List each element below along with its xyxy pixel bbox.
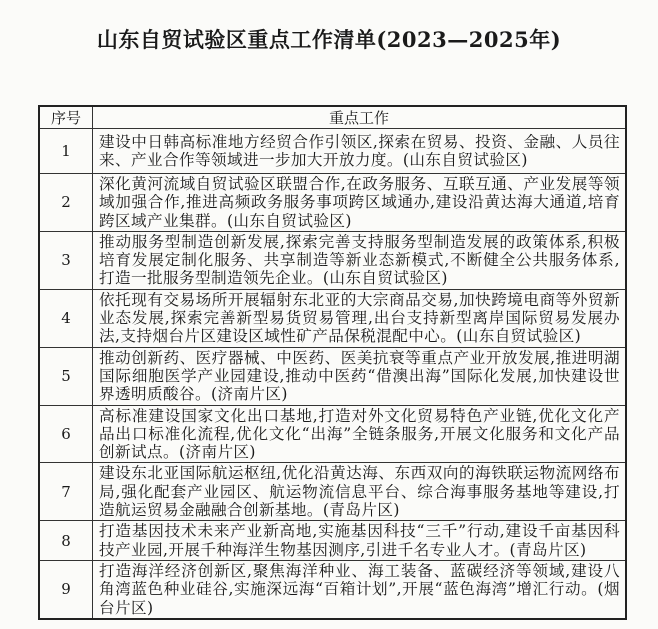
row-number: 7 xyxy=(39,463,93,521)
row-text: 推动服务型制造创新发展,探索完善支持服务型制造发展的政策体系,积极培育发展定制化服务、共享制造等新业态新模式,不断健全公共服务体系,打造一批服务型制造领先企业。(山东自贸试验区) xyxy=(93,231,627,289)
row-number: 1 xyxy=(39,129,93,174)
table-row xyxy=(39,174,626,232)
row-text: 建设中日韩高标准地方经贸合作引领区,探索在贸易、投资、金融、人员往来、产业合作等领域进一步加大开放力度。(山东自贸试验区) xyxy=(93,129,627,174)
document-title: 山东自贸试验区重点工作清单(2023—2025年) xyxy=(96,27,562,52)
row-text: 打造海洋经济创新区,聚焦海洋种业、海工装备、蓝碳经济等领域,建设八角湾蓝色种业硅谷,实施深远海“百箱计划”,开展“蓝色海湾”增汇行动。(烟台片区) xyxy=(93,560,627,618)
row-text: 建设东北亚国际航运枢纽,优化沿黄达海、东西双向的海铁联运物流网络布局,强化配套产业园区、航运物流信息平台、综合海事服务基地等建设,打造航运贸易金融融合创新基地。(青岛片区) xyxy=(93,463,627,521)
work-list-table xyxy=(38,105,627,620)
table-row xyxy=(39,347,626,405)
table-row xyxy=(39,231,626,289)
table-row xyxy=(39,129,626,174)
table-row xyxy=(39,560,626,618)
row-number: 4 xyxy=(39,289,93,347)
row-text: 打造基因技术未来产业新高地,实施基因科技“三千”行动,建设千亩基因科技产业园,开展千种海洋生物基因测序,引进千名专业人才。(青岛片区) xyxy=(93,521,627,561)
row-text: 深化黄河流域自贸试验区联盟合作,在政务服务、互联互通、产业发展等领域加强合作,推进高频政务服务事项跨区域通办,建设沿黄达海大通道,培育跨区域产业集群。(山东自贸试验区) xyxy=(93,174,627,232)
row-number: 9 xyxy=(39,560,93,618)
header-serial-number: 序号 xyxy=(39,106,93,129)
row-number: 6 xyxy=(39,405,93,463)
row-number: 2 xyxy=(39,174,93,232)
row-text: 推动创新药、医疗器械、中医药、医美抗衰等重点产业开放发展,推进明湖国际细胞医学产业园建设,推动中医药“借澳出海”国际化发展,加快建设世界透明质酸谷。(济南片区) xyxy=(93,347,627,405)
row-number: 3 xyxy=(39,231,93,289)
row-text: 依托现有交易场所开展辐射东北亚的大宗商品交易,加快跨境电商等外贸新业态发展,探索完善新型易货贸易管理,出台支持新型离岸国际贸易发展办法,支持烟台片区建设区域性矿产品保税混配中心。(山东自贸试验区) xyxy=(93,289,627,347)
row-text: 高标准建设国家文化出口基地,打造对外文化贸易特色产业链,优化文化产品出口标准化流程,优化文化“出海”全链条服务,开展文化服务和文化产品创新试点。(济南片区) xyxy=(93,405,627,463)
table-row xyxy=(39,463,626,521)
row-number: 8 xyxy=(39,521,93,561)
table-row xyxy=(39,521,626,561)
table-row xyxy=(39,289,626,347)
row-number: 5 xyxy=(39,347,93,405)
header-key-work: 重点工作 xyxy=(93,106,627,129)
table-row xyxy=(39,405,626,463)
table-header-row xyxy=(39,106,626,129)
